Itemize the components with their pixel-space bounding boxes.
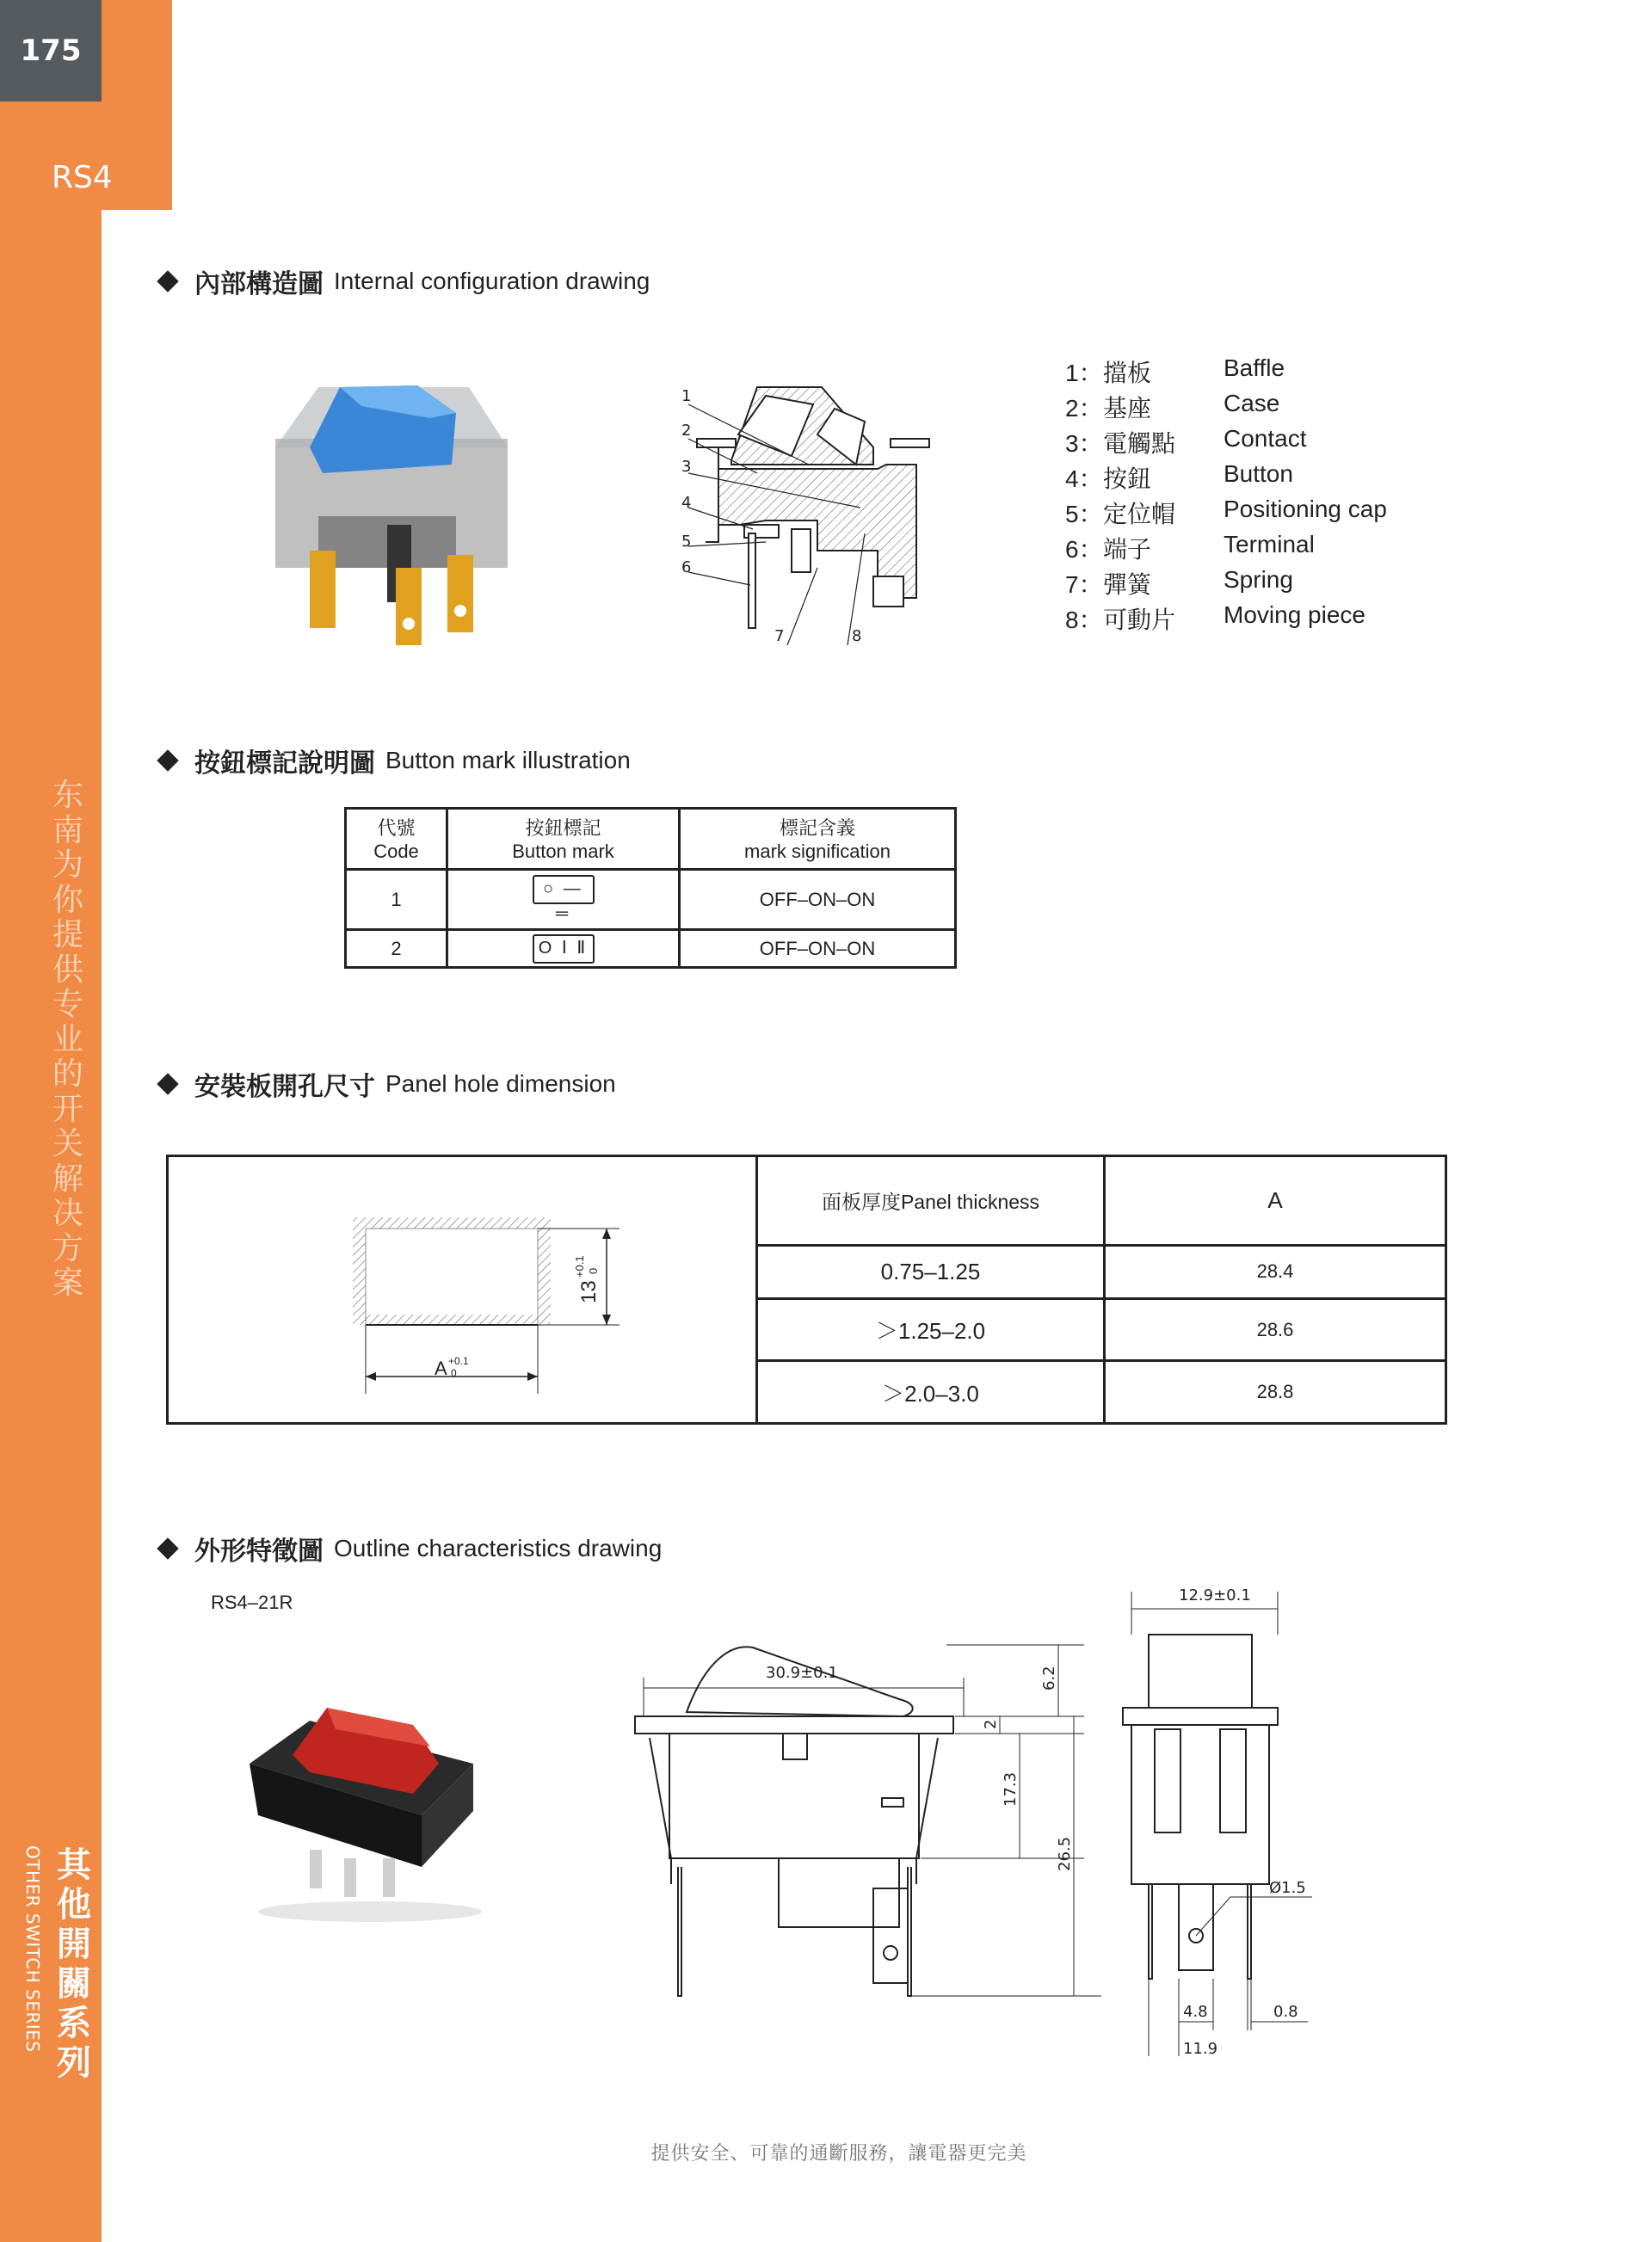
footer-slogan: 提供安全、可靠的通斷服務，讓電器更完美 [650,2143,1027,2165]
diamond-bullet-icon [157,1073,178,1094]
dim-6-2: 6.2 [1040,1666,1058,1691]
section-title-en: Internal configuration drawing [334,268,650,294]
part-row: 5： 定位帽 Positioning cap [1065,496,1387,528]
callout-2: 2 [681,422,692,440]
dim-width-label: 30.9±0.1 [766,1664,838,1682]
switch-3d-render-blue [258,370,533,654]
header-signification: 標記含義 mark signification [680,809,956,870]
section-title-cn: 外形特徵圖 [194,1537,324,1567]
series-label: RS4 [52,160,113,195]
header-thickness: 面板厚度Panel thickness [757,1156,1105,1246]
panel-hole-drawing [327,1204,671,1411]
button-mark-table [344,807,957,969]
part-row: 8： 可動片 Moving piece [1065,601,1365,634]
part-row: 3： 電觸點 Contact [1065,425,1307,458]
table-row: 2 O Ⅰ Ⅱ OFF–ON–ON [346,930,956,968]
part-row: 6： 端子 Terminal [1065,531,1315,564]
cross-section-drawing [671,370,981,662]
panel-thickness-table [755,1155,1447,1425]
side-slogan: 东南为你提供专业的开关解决方案 [52,778,83,1301]
callout-3: 3 [681,458,692,476]
dim-width-tol-zero: 0 [451,1367,457,1379]
table-row: ＞2.0–3.0 28.8 [757,1361,1446,1424]
section-internal-title [160,262,650,300]
table-header-row [346,809,956,870]
callout-8: 8 [852,627,862,645]
part-row: 1： 擋板 Baffle [1065,354,1285,387]
dim-4-8: 4.8 [1183,2003,1208,2021]
diamond-bullet-icon [157,749,178,771]
table-row: ＞1.25–2.0 28.6 [757,1298,1446,1361]
header-code: 代號 Code [346,809,447,870]
part-row: 4： 按鈕 Button [1065,460,1293,493]
dim-height-tol-zero: 0 [587,1267,600,1274]
table-header-row [757,1156,1446,1246]
diamond-bullet-icon [157,1537,178,1559]
section-title-en: Outline characteristics drawing [334,1535,663,1561]
callout-6: 6 [681,558,692,576]
callout-5: 5 [681,533,692,551]
side-series-cn: 其他開關系列 [57,1845,91,2083]
dim-height: 13 [577,1280,601,1303]
dim-2: 2 [982,1719,1000,1729]
dim-width: A [435,1358,447,1379]
outline-front-drawing [602,1592,1136,2005]
callout-7: 7 [774,627,785,645]
dim-hole: Ø1.5 [1269,1879,1306,1897]
page-number: 175 [0,0,102,102]
outline-side-drawing [1119,1574,1359,2056]
table-row: 1 ○ — ═ OFF–ON–ON [346,869,956,930]
section-title-en: Panel hole dimension [385,1070,616,1097]
section-title-cn: 內部構造圖 [194,269,324,299]
table-row: 0.75–1.25 28.4 [757,1246,1446,1299]
dim-width-tol-plus: +0.1 [448,1355,469,1367]
dim-height-tol-plus: +0.1 [573,1255,586,1278]
switch-photo-red [241,1686,499,1927]
model-label: RS4–21R [211,1592,293,1613]
dim-0-8: 0.8 [1273,2003,1298,2021]
callout-4: 4 [681,494,692,512]
dim-17-3: 17.3 [1002,1771,1020,1807]
button-mark-icon: ○ — ═ [533,875,595,904]
section-title-cn: 按鈕標記說明圖 [194,748,375,779]
header-mark: 按鈕標記 Button mark [447,809,680,870]
callout-1: 1 [681,387,692,405]
side-series-en: OTHER SWITCH SERIES [22,1845,43,2053]
dim-26-5: 26.5 [1056,1836,1074,1871]
section-panel-hole-title [160,1065,616,1103]
dim-11-9: 11.9 [1183,2040,1218,2056]
part-row: 2： 基座 Case [1065,390,1280,422]
dim-depth-label: 12.9±0.1 [1179,1586,1251,1605]
section-button-mark-title [160,742,631,779]
header-a: A [1105,1156,1446,1246]
section-title-cn: 安裝板開孔尺寸 [194,1072,375,1102]
section-outline-title [160,1530,662,1568]
diamond-bullet-icon [157,270,178,292]
part-row: 7： 彈簧 Spring [1065,566,1293,599]
button-mark-icon: O Ⅰ Ⅱ [533,934,595,964]
section-title-en: Button mark illustration [385,747,631,773]
